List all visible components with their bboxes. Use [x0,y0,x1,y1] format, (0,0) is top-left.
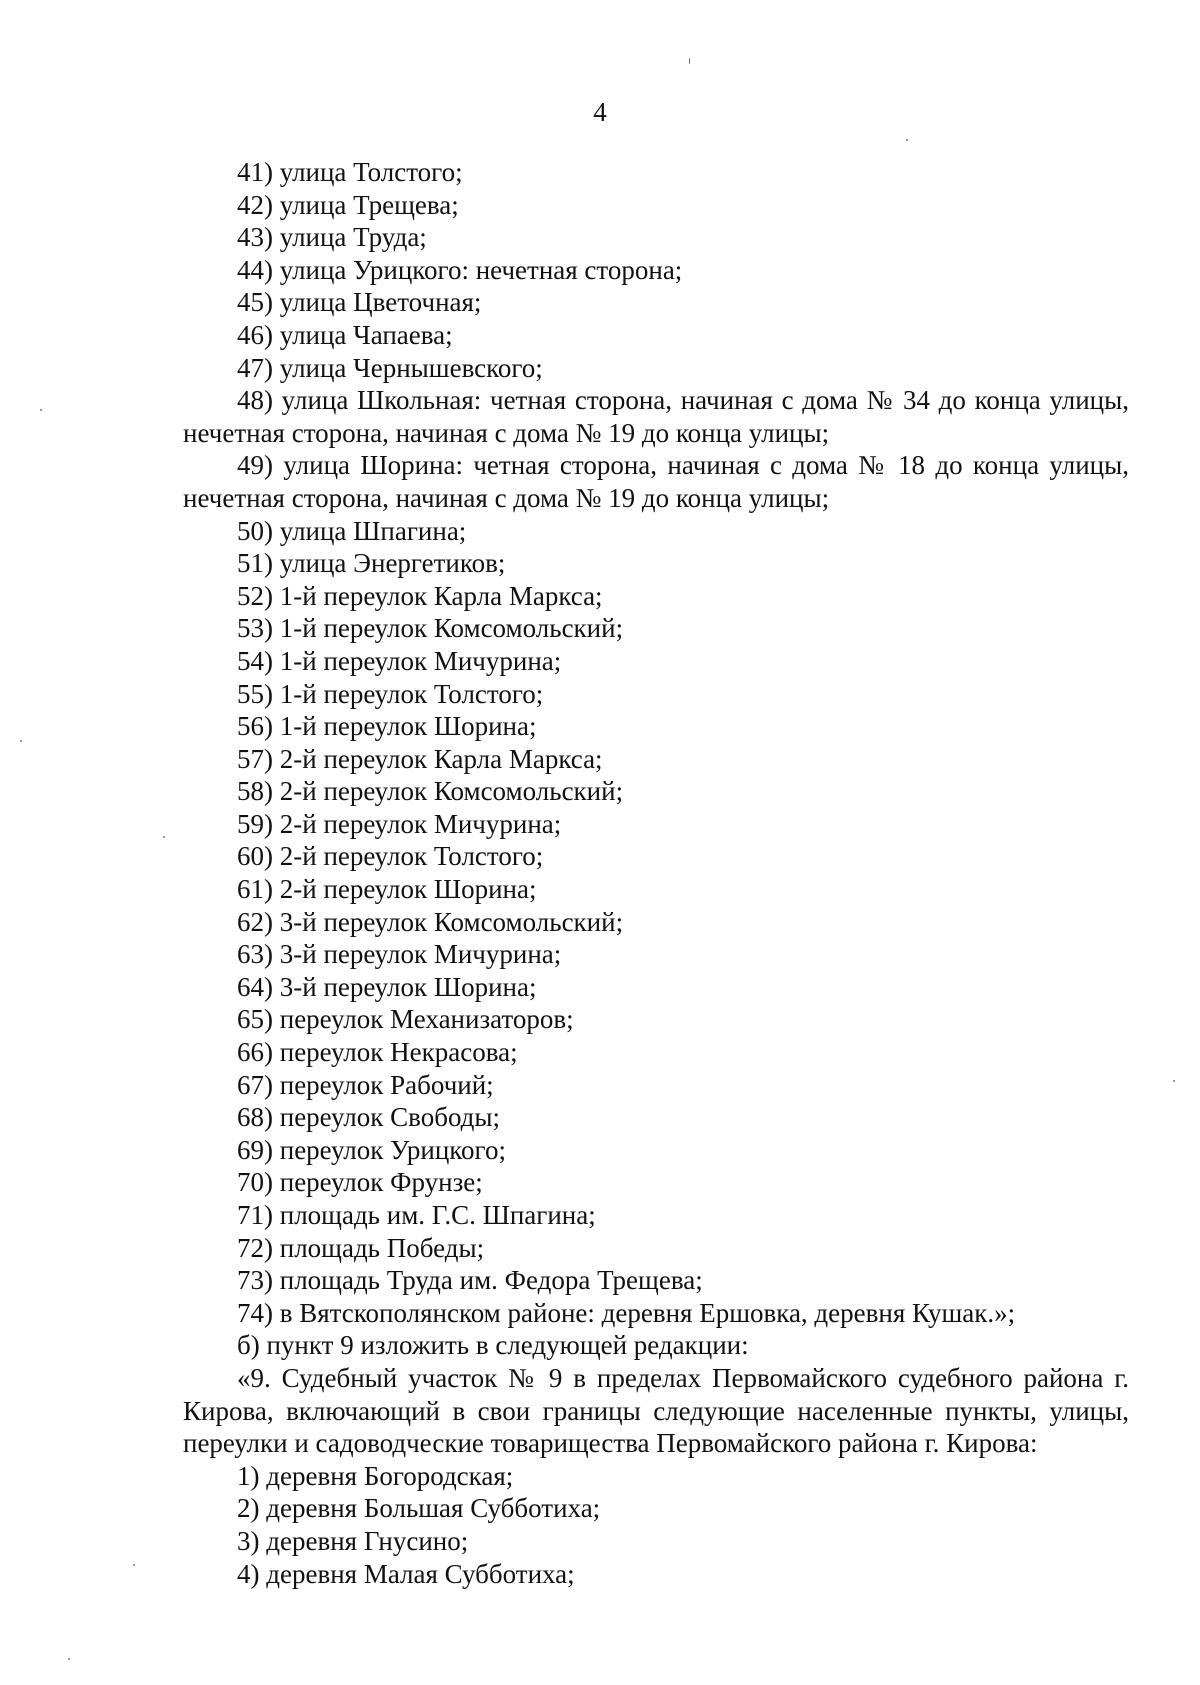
list-group-streets-a [183,156,1129,384]
list-group-villages [183,1460,1129,1590]
list-item: 58) 2-й переулок Комсомольский; [237,776,624,807]
list-item: 67) переулок Рабочий; [237,1069,494,1100]
list-item: 69) переулок Урицкого; [237,1134,506,1165]
list-item: 52) 1-й переулок Карла Маркса; [237,580,603,611]
list-item: 41) улица Толстого; [237,157,463,187]
list-item: 43) улица Труда; [237,222,427,253]
list-item: 42) улица Трещева; [237,189,459,220]
list-item: 45) улица Цветочная; [237,287,482,318]
page-number: 4 [593,97,607,127]
list-item: 59) 2-й переулок Мичурина; [237,808,562,839]
scan-speck [163,836,165,838]
list-item: 66) переулок Некрасова; [237,1037,518,1068]
list-item: 60) 2-й переулок Толстого; [237,841,544,872]
list-item: 2) деревня Большая Субботиха; [237,1493,601,1524]
document-body [183,156,1129,1590]
list-item: 57) 2-й переулок Карла Маркса; [237,743,603,774]
paragraph-item-48: 48) улица Школьная: четная сторона, начиная с дома № 34 до конца улицы, нечетная сторона, начиная с дома № 19 до конца улицы; [183,385,1129,448]
list-item: 46) улица Чапаева; [237,319,453,350]
list-item: 47) улица Чернышевского; [237,352,543,383]
list-item: 70) переулок Фрунзе; [237,1167,483,1198]
list-item: 44) улица Урицкого: нечетная сторона; [237,254,683,285]
scan-speck [906,139,908,141]
list-item: 61) 2-й переулок Шорина; [237,874,537,905]
list-item: 55) 1-й переулок Толстого; [237,678,544,709]
list-item: 3) деревня Гнусино; [237,1525,469,1556]
scan-speck [40,409,42,411]
scan-speck [133,1564,135,1566]
list-item: 73) площадь Труда им. Федора Трещева; [237,1265,703,1296]
list-item: 1) деревня Богородская; [237,1460,514,1491]
list-item: 64) 3-й переулок Шорина; [237,971,537,1002]
scan-speck [1173,1080,1175,1082]
list-item: 4) деревня Малая Субботиха; [237,1558,575,1589]
list-item: 63) 3-й переулок Мичурина; [237,939,562,970]
list-item: 50) улица Шпагина; [237,515,467,546]
paragraph-section-9: «9. Судебный участок № 9 в пределах Первомайского судебного района г. Кирова, включающий в свои границы следующие населенные пункты, улицы, переулки и садоводческие товарищества Первомайского района г. Кирова: [183,1362,1129,1459]
scan-speck [20,740,22,742]
paragraph-item-49: 49) улица Шорина: четная сторона, начиная с дома № 18 до конца улицы, нечетная сторона, начиная с дома № 19 до конца улицы; [183,450,1129,513]
list-item: 74) в Вятскополянском районе: деревня Ершовка, деревня Кушак.»; [237,1297,1016,1328]
scan-speck [68,1658,70,1660]
scan-speck [689,58,690,64]
list-item: 53) 1-й переулок Комсомольский; [237,613,624,644]
list-item: 65) переулок Механизаторов; [237,1004,574,1035]
list-item: 71) площадь им. Г.С. Шпагина; [237,1200,596,1230]
list-item: 54) 1-й переулок Мичурина; [237,645,562,676]
list-group-streets-b [183,515,1129,1330]
list-item: 51) улица Энергетиков; [237,548,506,579]
list-item: 68) переулок Свободы; [237,1102,501,1133]
list-item: 56) 1-й переулок Шорина; [237,711,537,742]
sub-point-b: б) пункт 9 изложить в следующей редакции: [237,1330,749,1361]
list-item: 62) 3-й переулок Комсомольский; [237,906,624,937]
list-item: 72) площадь Победы; [237,1232,485,1263]
